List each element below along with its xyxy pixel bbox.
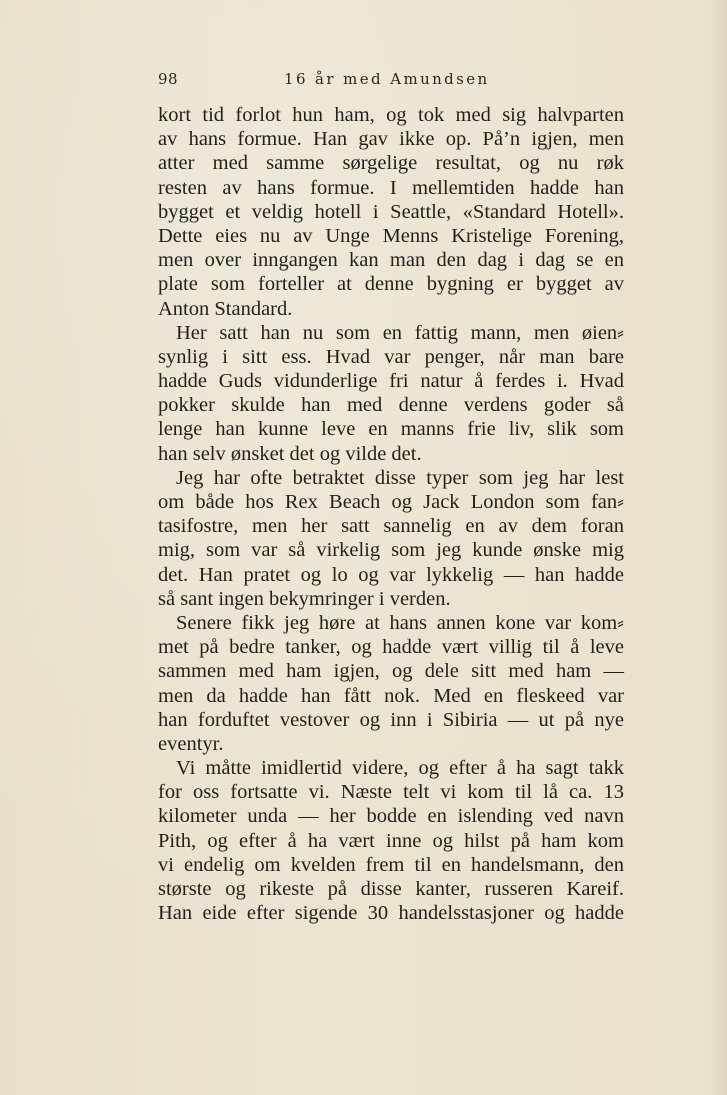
text-line: sammen med ham igjen, og dele sitt med ham — [158, 660, 624, 683]
text-line: lenge han kunne leve en manns frie liv, slik som [158, 418, 624, 441]
text-line: tasifostre, men her satt sannelig en av dem foran [158, 515, 624, 538]
text-line: kort tid forlot hun ham, og tok med sig halvparten [158, 104, 624, 126]
text-line: synlig i sitt ess. Hvad var penger, når man bare [158, 345, 624, 368]
running-title: 16 år med Amundsen [284, 70, 490, 88]
text-line: så sant ingen bekymringer i verden. [158, 587, 451, 610]
text-line: hadde Guds vidunderlige fri natur å ferdes i. Hvad [158, 370, 624, 393]
text-line: Her satt han nu som en fattig mann, men øien⸗ [176, 321, 624, 344]
text-line: vi endelig om kvelden frem til en handelsmann, den [158, 853, 624, 876]
text-line: Anton Standard. [158, 297, 293, 320]
text-line: kilometer unda — her bodde en islending ved navn [158, 805, 624, 828]
body-text [158, 103, 624, 925]
text-line: Pith, og efter å ha vært inne og hilst på ham kom [158, 829, 624, 852]
text-line: om både hos Rex Beach og Jack London som fan⸗ [158, 491, 624, 513]
text-line: Senere fikk jeg høre at hans annen kone var kom⸗ [176, 611, 624, 634]
text-line: men over inngangen kan man den dag i dag se en [158, 249, 624, 272]
text-line: for oss fortsatte vi. Næste telt vi kom til lå ca. 13 [158, 781, 624, 804]
text-line: resten av hans formue. I mellemtiden hadde han [158, 176, 624, 199]
text-line: det. Han pratet og lo og var lykkelig — han hadde [158, 563, 624, 586]
page-number: 98 [158, 70, 179, 88]
text-line: største og rikeste på disse kanter, russeren Kareif. [158, 878, 624, 900]
page-edge-shadow [709, 0, 727, 1095]
text-line: bygget et veldig hotell i Seattle, «Standard Hotell». [158, 200, 624, 223]
text-line: men da hadde han fått nok. Med en fleskeed var [158, 684, 624, 707]
text-line: Han eide efter sigende 30 handelsstasjoner og hadde [158, 902, 624, 925]
text-line: Vi måtte imidlertid videre, og efter å ha sagt takk [176, 757, 624, 780]
text-line: eventyr. [158, 732, 224, 755]
text-line: met på bedre tanker, og hadde vært villig til å leve [158, 636, 624, 659]
text-line: Dette eies nu av Unge Menns Kristelige Forening, [158, 224, 624, 247]
page-header [158, 70, 624, 90]
text-line: Jeg har ofte betraktet disse typer som jeg har lest [176, 466, 624, 489]
text-line: atter med samme sørgelige resultat, og nu røk [158, 152, 624, 175]
text-line: han selv ønsket det og vilde det. [158, 442, 422, 465]
text-line: av hans formue. Han gav ikke op. På’n igjen, men [158, 128, 624, 151]
text-line: plate som forteller at denne bygning er bygget av [158, 273, 624, 296]
text-line: pokker skulde han med denne verdens goder så [158, 394, 624, 417]
text-line: han forduftet vestover og inn i Sibiria — ut på nye [158, 708, 624, 731]
text-line: mig, som var så virkelig som jeg kunde ønske mig [158, 539, 624, 562]
